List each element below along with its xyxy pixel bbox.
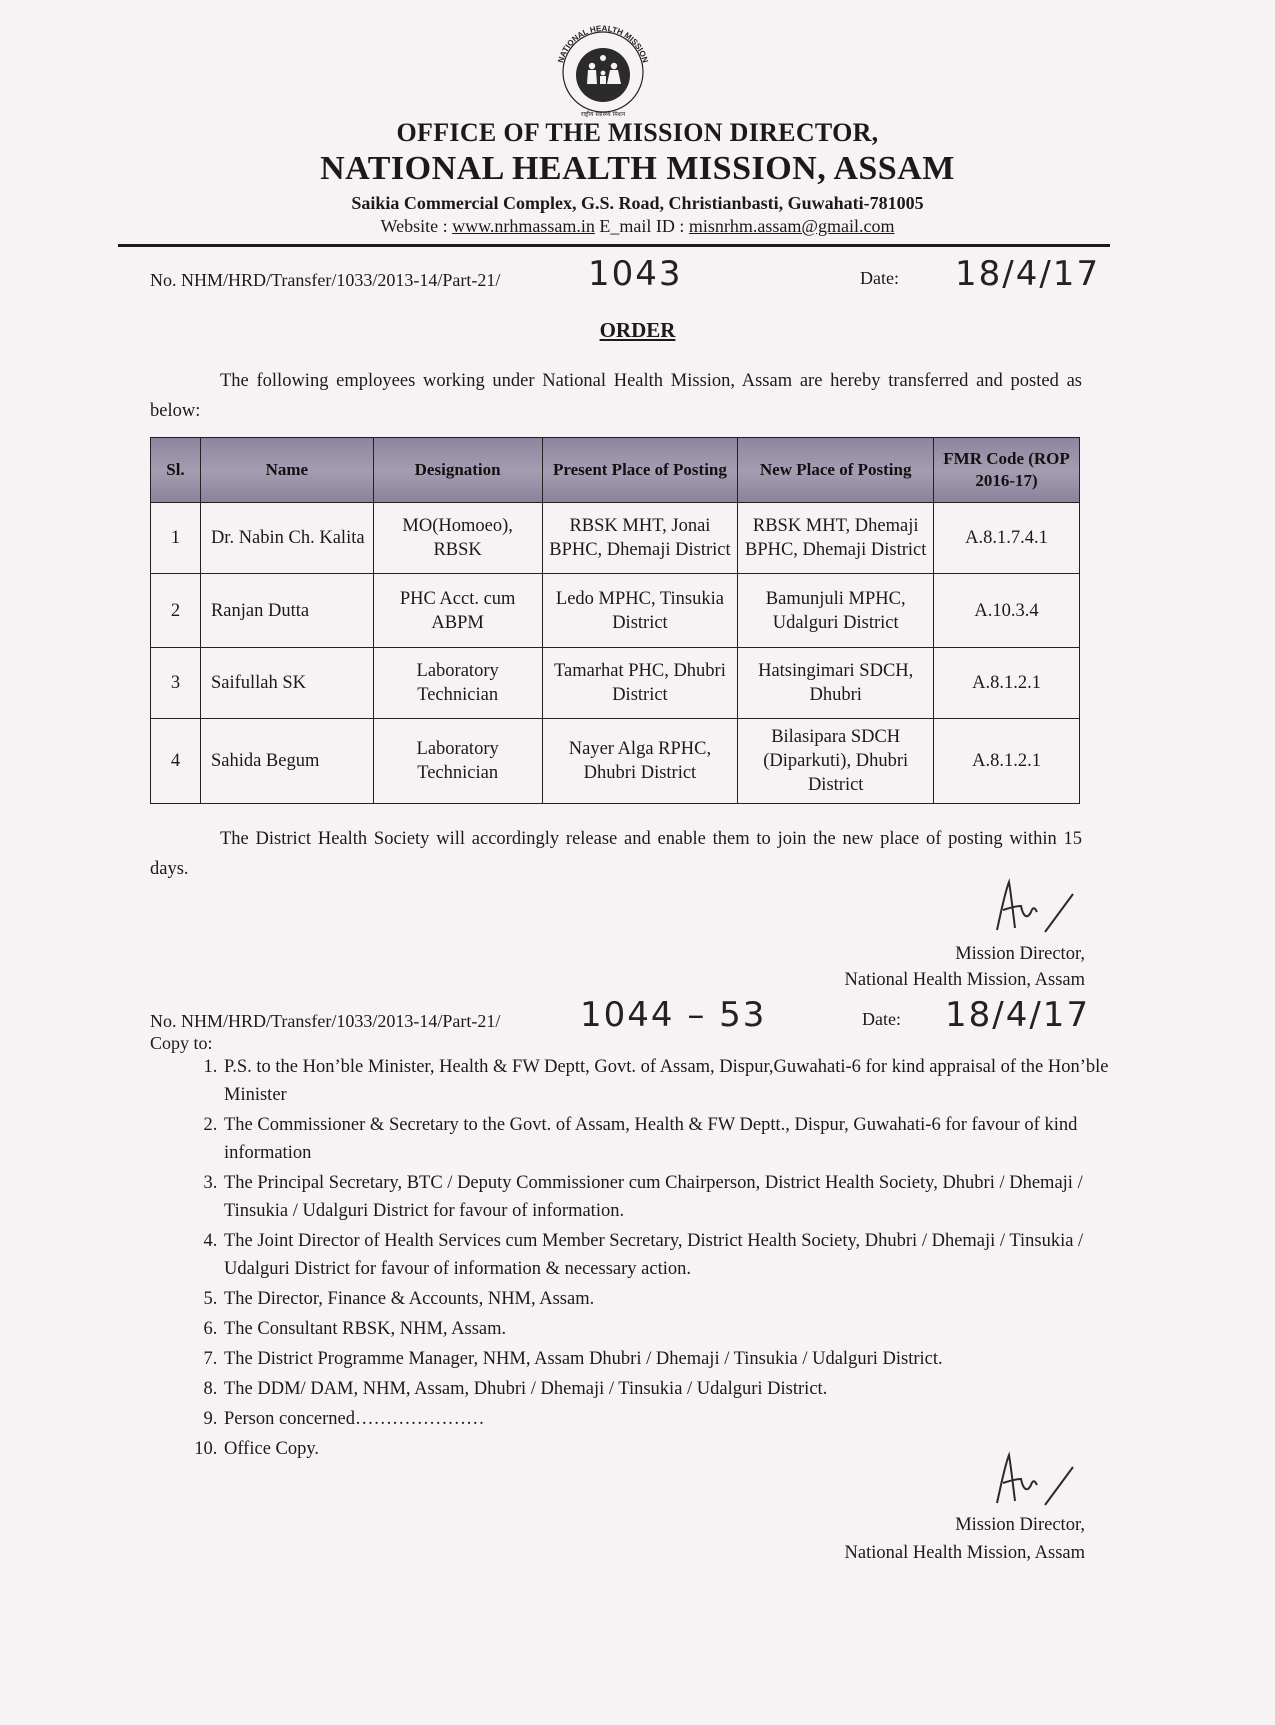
svg-text:NATIONAL HEALTH MISSION: NATIONAL HEALTH MISSION <box>556 23 650 64</box>
list-item: 10. Office Copy. <box>222 1435 1137 1463</box>
table-cell: Laboratory Technician <box>373 648 542 719</box>
list-item: 1. P.S. to the Hon’ble Minister, Health & FW Deptt, Govt. of Assam, Dispur,Guwahati-6 for kind appraisal of the Hon’ble Minister <box>222 1053 1137 1109</box>
table-cell: Tamarhat PHC, Dhubri District <box>542 648 738 719</box>
table-cell: MO(Homoeo), RBSK <box>373 503 542 574</box>
table-cell: RBSK MHT, Jonai BPHC, Dhemaji District <box>542 503 738 574</box>
signature-mark <box>975 872 1075 942</box>
order-title: ORDER <box>599 318 676 342</box>
table-row <box>151 503 1080 574</box>
column-header: Sl. <box>151 438 201 503</box>
transfer-table <box>150 437 1080 804</box>
table-cell: Nayer Alga RPHC, Dhubri District <box>542 719 738 804</box>
column-header: New Place of Posting <box>738 438 934 503</box>
order-date-label: Date: <box>860 268 899 288</box>
order-date-handwritten: 18/4/17 <box>955 254 1101 294</box>
list-item: 2. The Commissioner & Secretary to the Govt. of Assam, Health & FW Deptt., Dispur, Guwahati-6 for favour of kind information <box>222 1111 1137 1167</box>
table-cell: A.8.1.7.4.1 <box>934 503 1080 574</box>
column-header: FMR Code (ROP 2016-17) <box>934 438 1080 503</box>
table-cell: Bamunjuli MPHC, Udalguri District <box>738 574 934 648</box>
office-address: Saikia Commercial Complex, G.S. Road, Christianbasti, Guwahati-781005 <box>351 193 924 213</box>
table-cell: 3 <box>151 648 201 719</box>
email-label: E_mail ID : <box>594 216 689 236</box>
closing-paragraph: The District Health Society will accordingly release and enable them to join the new place of posting within 15 days. <box>150 829 1082 879</box>
header-divider <box>118 244 1110 247</box>
signatory-organization: National Health Mission, Assam <box>844 1543 1085 1563</box>
table-cell: 4 <box>151 719 201 804</box>
list-item: 4. The Joint Director of Health Services cum Member Secretary, District Health Society, Dhubri / Dhemaji / Tinsukia / Udalguri District for favour of information & necessary action. <box>222 1227 1137 1283</box>
table-cell: A.8.1.2.1 <box>934 648 1080 719</box>
table-row <box>151 719 1080 804</box>
copy-date-handwritten: 18/4/17 <box>945 995 1091 1035</box>
email-link[interactable]: misnrhm.assam@gmail.com <box>688 216 895 236</box>
table-cell: 2 <box>151 574 201 648</box>
table-cell: RBSK MHT, Dhemaji BPHC, Dhemaji District <box>738 503 934 574</box>
column-header: Name <box>200 438 373 503</box>
table-cell: Ranjan Dutta <box>200 574 373 648</box>
order-number-label: No. NHM/HRD/Transfer/1033/2013-14/Part-21/ <box>150 270 501 290</box>
organization-heading: NATIONAL HEALTH MISSION, ASSAM <box>320 150 955 187</box>
signatory-title: Mission Director, <box>955 944 1085 964</box>
table-cell: Laboratory Technician <box>373 719 542 804</box>
table-cell: 1 <box>151 503 201 574</box>
website-label: Website : <box>380 216 453 236</box>
list-item: 7. The District Programme Manager, NHM, Assam Dhubri / Dhemaji / Tinsukia / Udalguri District. <box>222 1345 1137 1373</box>
copy-number-handwritten: 1044 – 53 <box>580 995 767 1035</box>
copy-number-label: No. NHM/HRD/Transfer/1033/2013-14/Part-21/ <box>150 1011 501 1031</box>
website-link[interactable]: www.nrhmassam.in <box>452 216 595 236</box>
copy-date-label: Date: <box>862 1009 901 1029</box>
table-cell: Bilasipara SDCH (Diparkuti), Dhubri District <box>738 719 934 804</box>
signatory-title: Mission Director, <box>955 1515 1085 1535</box>
copy-to-list <box>170 1053 1137 1465</box>
intro-paragraph: The following employees working under National Health Mission, Assam are hereby transferred and posted as below: <box>150 371 1082 421</box>
signatory-organization: National Health Mission, Assam <box>844 970 1085 990</box>
nhm-emblem-logo <box>548 20 658 120</box>
contact-line <box>0 216 1275 237</box>
list-item: 5. The Director, Finance & Accounts, NHM, Assam. <box>222 1285 1137 1313</box>
table-cell: Hatsingimari SDCH, Dhubri <box>738 648 934 719</box>
svg-text:राष्ट्रीय स्वास्थ्य मिशन: राष्ट्रीय स्वास्थ्य मिशन <box>580 111 626 118</box>
table-cell: A.8.1.2.1 <box>934 719 1080 804</box>
table-row <box>151 574 1080 648</box>
signature-mark <box>975 1445 1075 1515</box>
table-header-row <box>151 438 1080 503</box>
list-item: 9. Person concerned………………… <box>222 1405 1137 1433</box>
list-item: 8. The DDM/ DAM, NHM, Assam, Dhubri / Dhemaji / Tinsukia / Udalguri District. <box>222 1375 1137 1403</box>
list-item: 6. The Consultant RBSK, NHM, Assam. <box>222 1315 1137 1343</box>
table-cell: PHC Acct. cum ABPM <box>373 574 542 648</box>
table-cell: Sahida Begum <box>200 719 373 804</box>
column-header: Present Place of Posting <box>542 438 738 503</box>
table-cell: A.10.3.4 <box>934 574 1080 648</box>
table-cell: Ledo MPHC, Tinsukia District <box>542 574 738 648</box>
office-heading: OFFICE OF THE MISSION DIRECTOR, <box>396 118 879 147</box>
order-number-handwritten: 1043 <box>588 254 683 294</box>
column-header: Designation <box>373 438 542 503</box>
table-cell: Saifullah SK <box>200 648 373 719</box>
table-row <box>151 648 1080 719</box>
copy-to-label: Copy to: <box>150 1033 213 1053</box>
list-item: 3. The Principal Secretary, BTC / Deputy Commissioner cum Chairperson, District Health Society, Dhubri / Dhemaji / Tinsukia / Udalguri District for favour of information. <box>222 1169 1137 1225</box>
table-cell: Dr. Nabin Ch. Kalita <box>200 503 373 574</box>
